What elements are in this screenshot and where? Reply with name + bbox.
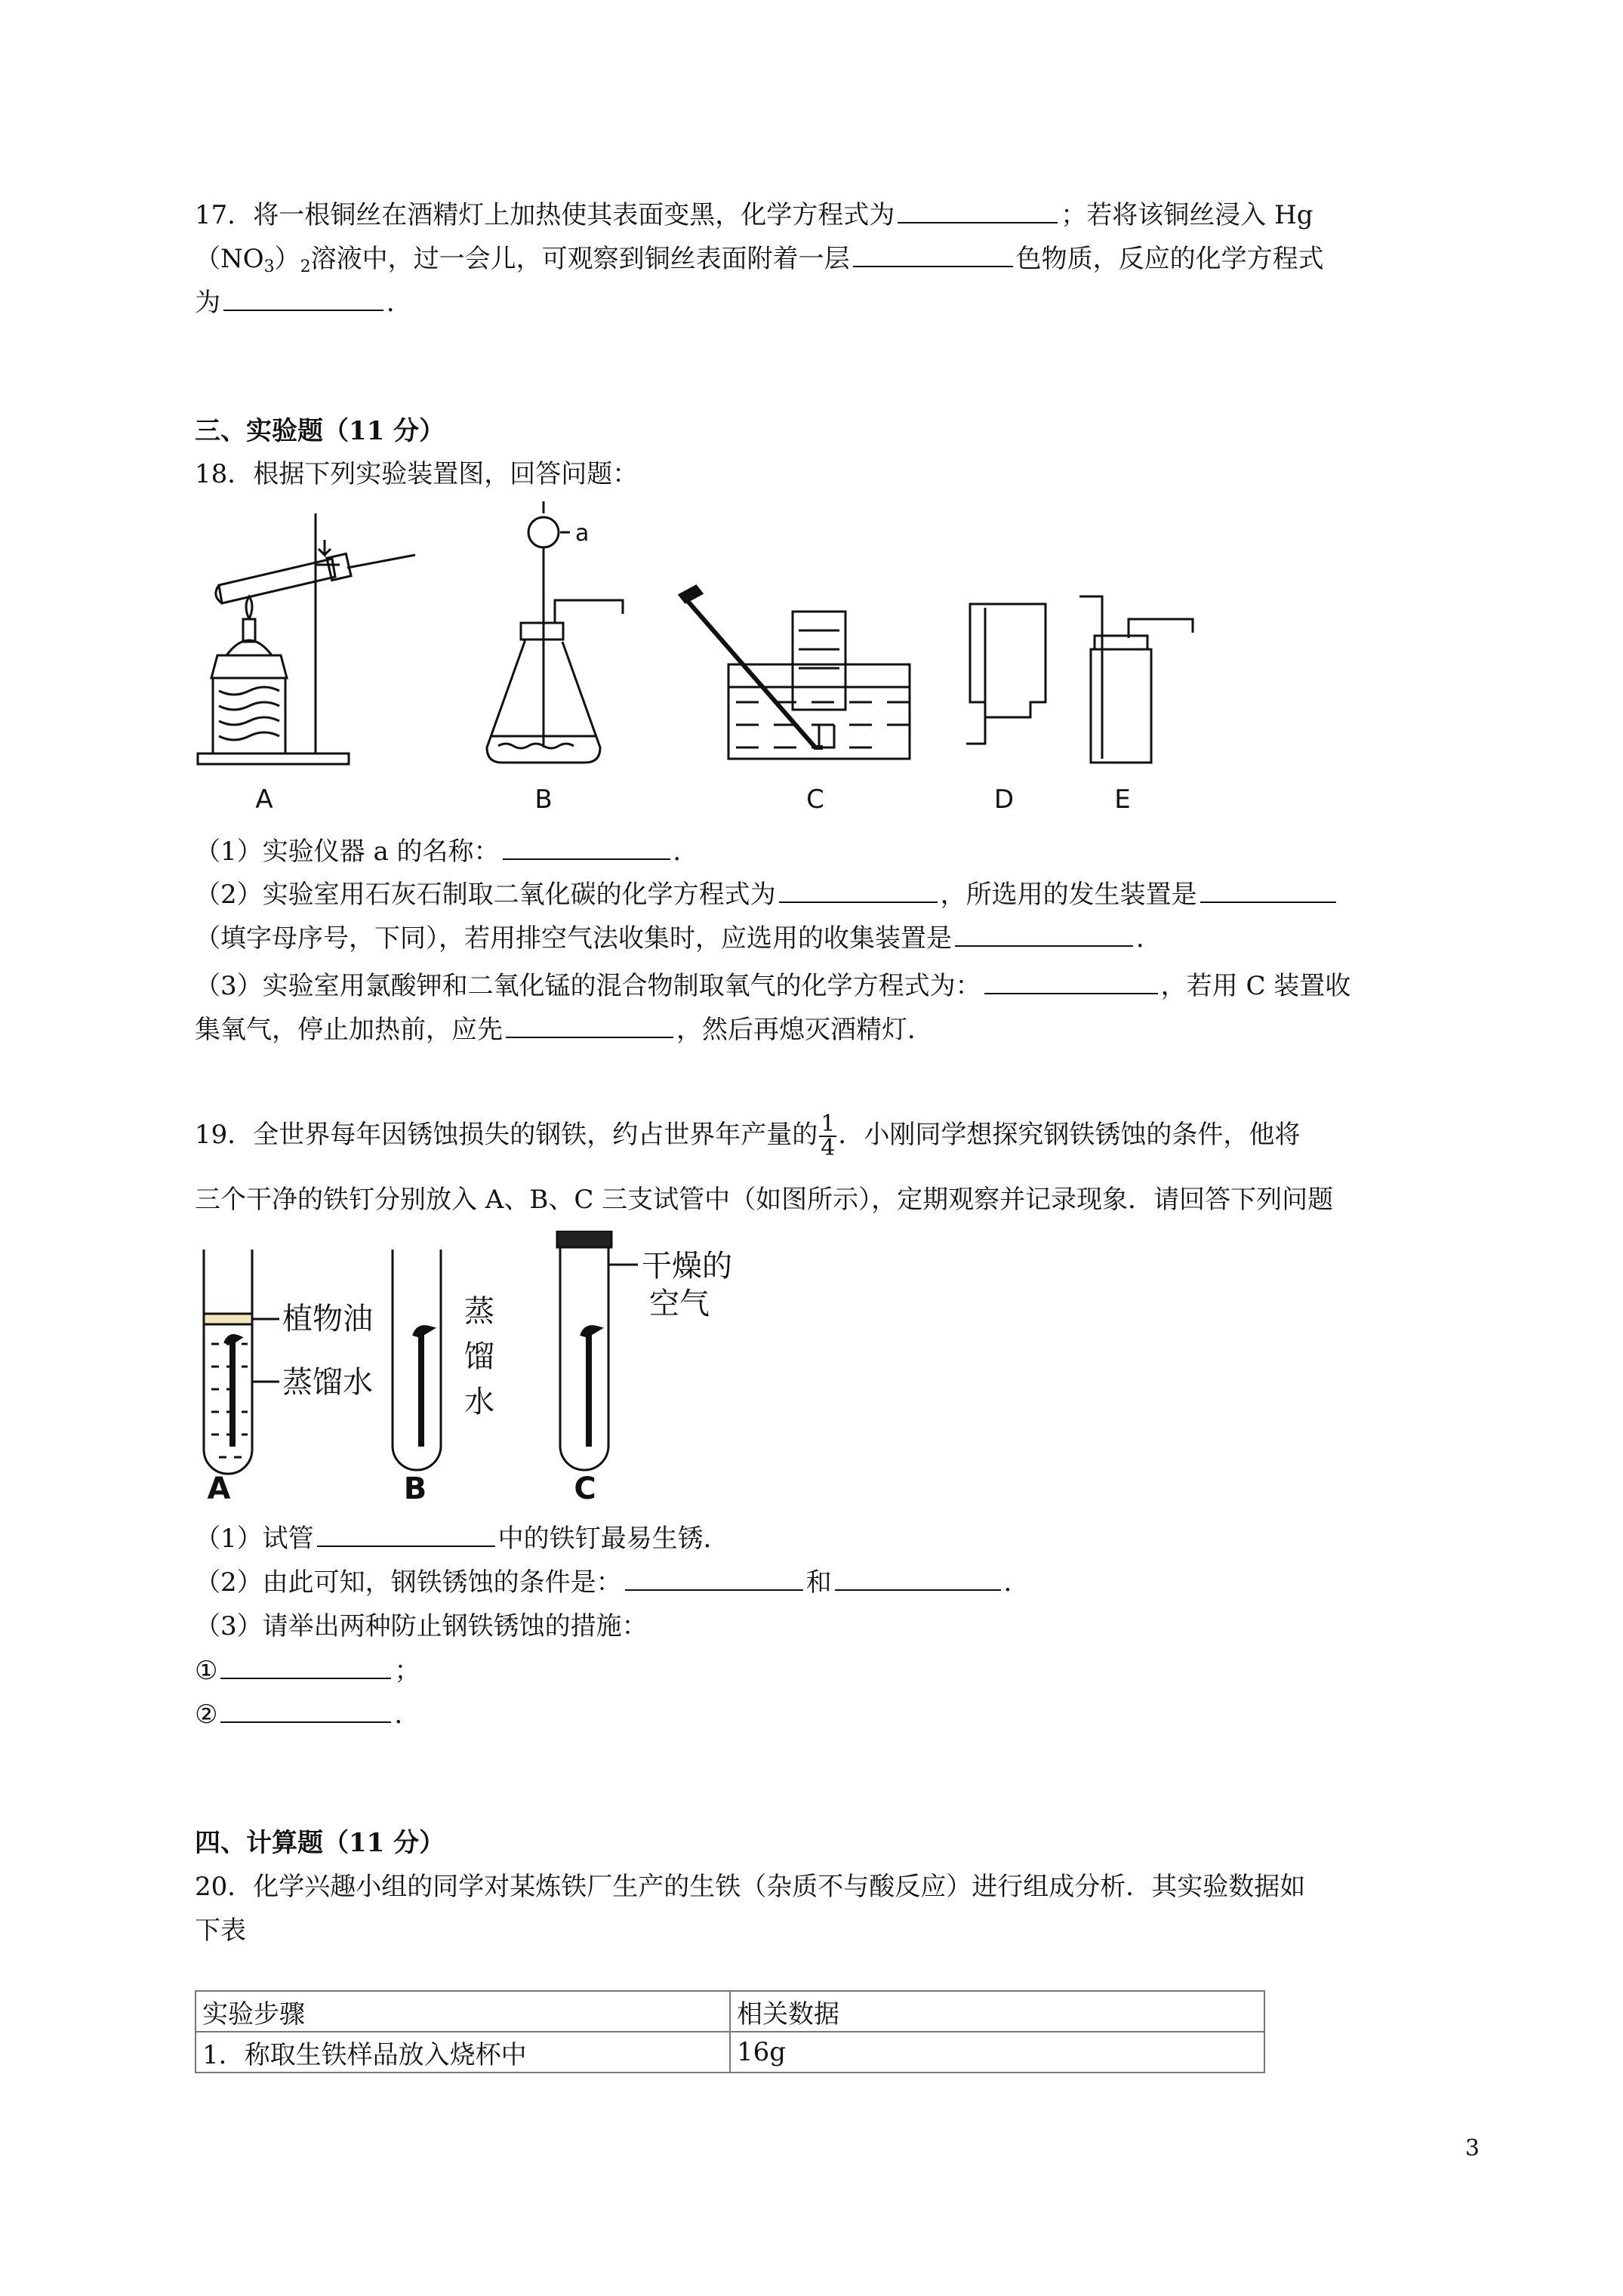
apparatus-c bbox=[679, 586, 910, 815]
q19-measure-2: ② ． bbox=[195, 1700, 420, 1730]
apparatus-d bbox=[966, 604, 1046, 815]
q19-blank-3[interactable] bbox=[835, 1567, 1001, 1591]
q18-part-3: （3）实验室用氯酸钾和二氧化锰的混合物制取氧气的化学方程式为： ，若用 C 装置收 bbox=[195, 971, 1351, 1001]
q19-part-2: （2）由此可知，钢铁锈蚀的条件是： 和 ． bbox=[195, 1567, 1030, 1598]
q17-blank-2[interactable] bbox=[853, 243, 1013, 267]
apparatus-a bbox=[198, 513, 415, 815]
table-row bbox=[196, 2032, 1264, 2073]
q18-blank-5[interactable] bbox=[984, 970, 1158, 994]
q18-blank-6[interactable] bbox=[506, 1014, 673, 1038]
q18-blank-4[interactable] bbox=[955, 923, 1133, 947]
apparatus-e bbox=[1079, 596, 1193, 815]
q17-blank-1[interactable] bbox=[898, 199, 1058, 223]
apparatus-b bbox=[487, 501, 623, 815]
label-vegetable-oil: 植物油 bbox=[282, 1302, 373, 1336]
tube-label-a: A bbox=[207, 1472, 231, 1502]
q19-line-2: 三个干净的铁钉分别放入 A、B、C 三支试管中（如图所示），定期观察并记录现象．请回答下列问题 bbox=[195, 1185, 1334, 1215]
page-number: 3 bbox=[1464, 2135, 1480, 2162]
table-cell-data: 16g bbox=[730, 2032, 1264, 2073]
q19-test-tubes-figure bbox=[189, 1231, 793, 1502]
label-b-water-2: 馏 bbox=[464, 1339, 494, 1374]
q19-blank-5[interactable] bbox=[220, 1699, 391, 1723]
q19-blank-4[interactable] bbox=[220, 1655, 391, 1679]
q20-line-2: 下表 bbox=[195, 1915, 246, 1946]
tube-label-b: B bbox=[403, 1472, 427, 1502]
apparatus-label-a: A bbox=[255, 784, 273, 815]
q18-part-1: （1）实验仪器 a 的名称： ． bbox=[195, 837, 699, 867]
tube-b bbox=[393, 1250, 494, 1502]
q18-part-3-cont: 集氧气，停止加热前，应先 ，然后再熄灭酒精灯． bbox=[195, 1015, 933, 1045]
table-header-data: 相关数据 bbox=[730, 1991, 1264, 2032]
q18-blank-1[interactable] bbox=[503, 836, 670, 860]
q19-part-3: （3）请举出两种防止钢铁锈蚀的措施： bbox=[195, 1611, 648, 1641]
q17-line-1: 17．将一根铜丝在酒精灯上加热使其表面变黑，化学方程式为 ；若将该铜丝浸入 Hg bbox=[195, 200, 1313, 230]
q19-line-1: 19．全世界每年因锈蚀损失的钢铁，约占世界年产量的 $\frac{1}{4}$ ．小刚同学想探究钢铁锈蚀的条件，他将 bbox=[195, 1111, 1301, 1161]
q17-blank-3[interactable] bbox=[223, 287, 383, 311]
fraction-one-quarter: $\frac{1}{4}$ bbox=[821, 1111, 836, 1161]
q17-line-3: 为 ． bbox=[195, 288, 412, 318]
section-4-title: 四、计算题（11 分） bbox=[195, 1828, 445, 1858]
q18-part-2: （2）实验室用石灰石制取二氧化碳的化学方程式为 ，所选用的发生装置是 bbox=[195, 877, 1339, 912]
tube-c bbox=[557, 1231, 732, 1502]
q18-blank-2[interactable] bbox=[779, 879, 938, 903]
label-distilled-water: 蒸馏水 bbox=[282, 1365, 373, 1400]
table-header-step: 实验步骤 bbox=[196, 1991, 730, 2032]
instrument-a-label: a bbox=[575, 520, 590, 547]
label-dry-air-2: 空气 bbox=[649, 1287, 710, 1321]
apparatus-label-b: B bbox=[534, 784, 553, 815]
q19-measure-1: ① ； bbox=[195, 1656, 420, 1686]
q17-line-2: $(NO_3)_2$溶液中，过一会儿，可观察到铜丝表面附着一层 色物质，反应的化学方程式 bbox=[195, 244, 1324, 276]
label-b-water-3: 水 bbox=[464, 1385, 494, 1419]
q18-blank-3[interactable] bbox=[1200, 879, 1336, 903]
section-3-title: 三、实验题（11 分） bbox=[195, 416, 445, 446]
label-dry-air-1: 干燥的 bbox=[642, 1249, 732, 1284]
apparatus-label-d: D bbox=[993, 784, 1015, 815]
tube-a bbox=[204, 1250, 373, 1502]
q20-data-table bbox=[195, 1990, 1265, 2073]
label-b-water-1: 蒸 bbox=[464, 1294, 494, 1329]
q20-line-1: 20．化学兴趣小组的同学对某炼铁厂生产的生铁（杂质不与酸反应）进行组成分析．其实验数据如 bbox=[195, 1872, 1306, 1902]
table-header-row bbox=[196, 1991, 1264, 2032]
apparatus-label-c: C bbox=[806, 784, 824, 815]
q19-blank-2[interactable] bbox=[625, 1567, 803, 1591]
q18-apparatus-figure bbox=[189, 498, 1261, 815]
q19-blank-1[interactable] bbox=[317, 1523, 495, 1547]
apparatus-label-e: E bbox=[1114, 784, 1131, 815]
q19-part-1: （1）试管 中的铁钉最易生锈． bbox=[195, 1524, 729, 1554]
tube-label-c: C bbox=[574, 1472, 596, 1502]
table-cell-step: 1．称取生铁样品放入烧杯中 bbox=[196, 2032, 730, 2073]
q18-intro: 18．根据下列实验装置图，回答问题： bbox=[195, 459, 639, 489]
q18-part-2-cont: （填字母序号，下同），若用排空气法收集时，应选用的收集装置是 ． bbox=[195, 923, 1162, 954]
